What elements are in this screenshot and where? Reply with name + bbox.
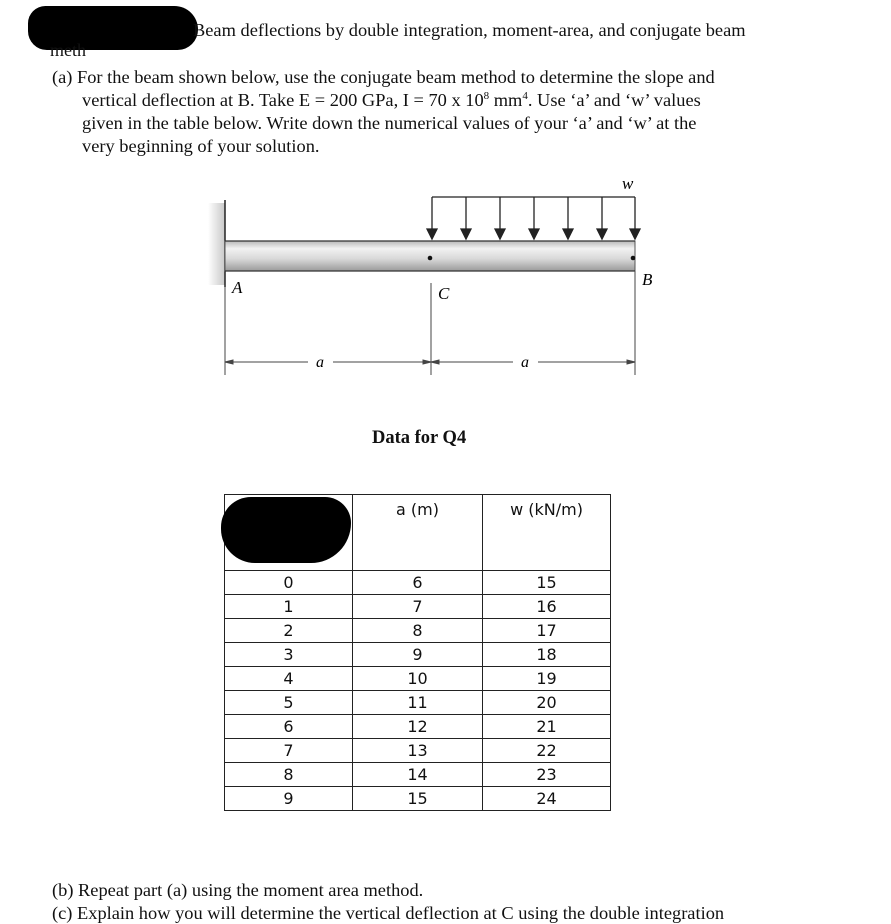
table-row [225,619,611,643]
exponent-8: 8 [483,90,490,102]
label-b: B [642,270,653,289]
part-a-line-2-text: vertical deflection at B. Take E = 200 GPa, I = 70 x 10 [82,90,484,110]
redaction-mark-table [221,497,351,563]
data-table [224,494,611,811]
table-row [225,667,611,691]
dimension-a-left [225,360,431,364]
data-table-title: Data for Q4 [372,428,467,448]
cell-a: 9 [353,643,483,667]
table-row [225,739,611,763]
header-title: Beam deflections by double integration, moment-area, and conjugate beam [193,20,746,40]
table-row [225,595,611,619]
cell-w: 20 [483,691,611,715]
label-c: C [438,284,450,303]
table-body [225,571,611,811]
cell-a: 11 [353,691,483,715]
table-row [225,643,611,667]
part-a-line-1: (a) For the beam shown below, use the conjugate beam method to determine the slope and [52,67,715,87]
cell-id: 8 [225,763,353,787]
cell-a: 8 [353,619,483,643]
cell-w: 23 [483,763,611,787]
cell-id: 5 [225,691,353,715]
cell-a: 10 [353,667,483,691]
unit-mm: mm [489,90,523,110]
header-cut-text: meth [50,40,86,60]
part-b-text: (b) Repeat part (a) using the moment area method. [52,880,424,900]
cell-id: 0 [225,571,353,595]
dimension-label-right: a [521,354,529,371]
part-a-line-2-tail: . Use ‘a’ and ‘w’ values [527,90,701,110]
cell-w: 24 [483,787,611,811]
cell-a: 15 [353,787,483,811]
part-c-text: (c) Explain how you will determine the vertical deflection at C using the double integration [52,903,725,923]
exponent-4: 4 [522,90,528,102]
beam-diagram [190,165,670,385]
point-c-marker [428,256,433,261]
load-arrows [427,197,640,239]
label-a: A [232,278,243,297]
table-row [225,571,611,595]
table-row [225,787,611,811]
header-cell-id [225,495,353,571]
cell-a: 7 [353,595,483,619]
cell-id: 9 [225,787,353,811]
cell-w: 19 [483,667,611,691]
part-a-line-2 [82,90,701,111]
table-row [225,715,611,739]
cell-w: 18 [483,643,611,667]
cell-w: 21 [483,715,611,739]
dimension-a-right [431,360,635,364]
table-row [225,691,611,715]
cell-id: 2 [225,619,353,643]
header-cell-w: w (kN/m) [483,495,611,571]
cell-a: 14 [353,763,483,787]
fixed-support-wall [208,203,225,285]
part-a-line-3: given in the table below. Write down the numerical values of your ‘a’ and ‘w’ at the [82,113,697,133]
point-b-marker [631,256,636,261]
cell-w: 17 [483,619,611,643]
cell-w: 15 [483,571,611,595]
cell-a: 12 [353,715,483,739]
table-header-row [225,495,611,571]
cell-w: 22 [483,739,611,763]
header-cell-a: a (m) [353,495,483,571]
cell-a: 6 [353,571,483,595]
cell-id: 3 [225,643,353,667]
cell-w: 16 [483,595,611,619]
cell-id: 6 [225,715,353,739]
table-row [225,763,611,787]
cell-id: 4 [225,667,353,691]
cell-id: 7 [225,739,353,763]
header-cut-fragment [50,40,90,64]
cell-a: 13 [353,739,483,763]
part-a-line-4: very beginning of your solution. [82,136,320,156]
load-label-w: w [622,174,634,193]
dimension-label-left: a [316,354,324,371]
cell-id: 1 [225,595,353,619]
